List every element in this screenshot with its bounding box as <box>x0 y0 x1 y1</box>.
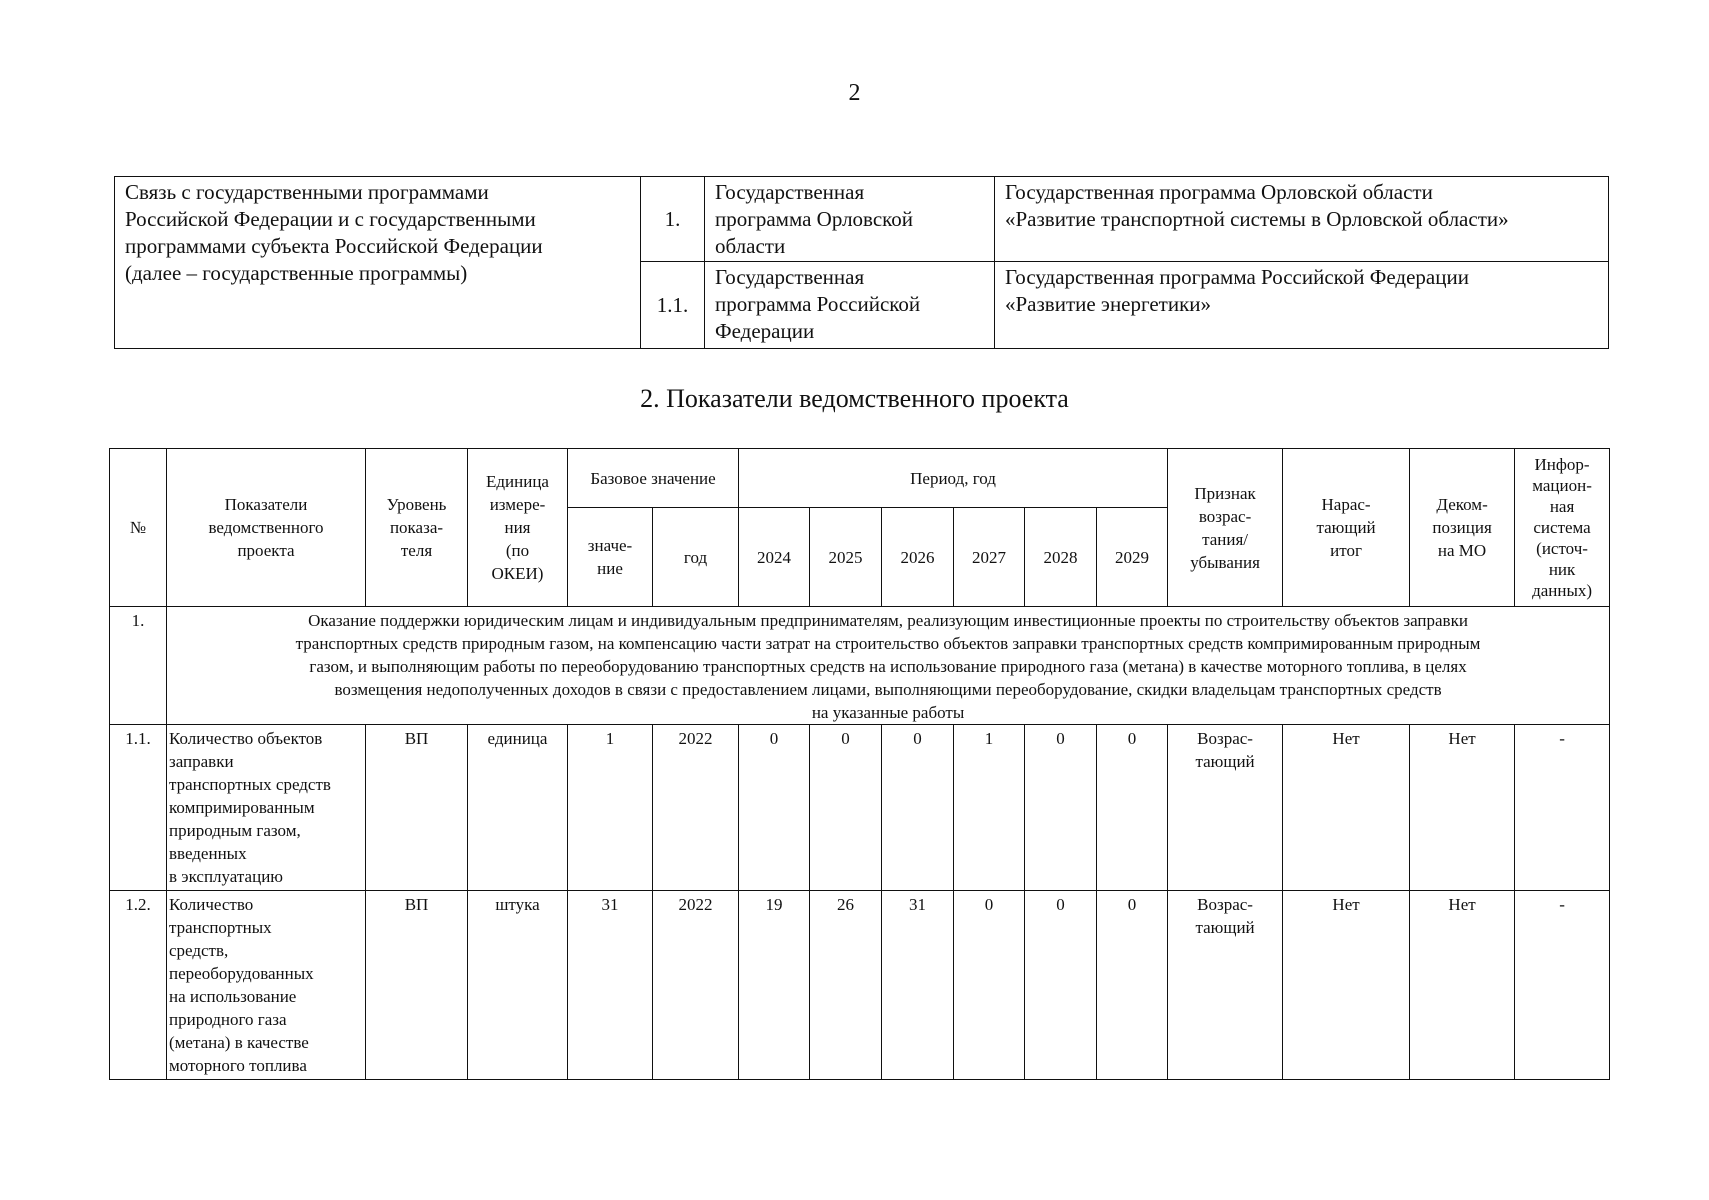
header-trend: Признак возрас- тания/ убывания <box>1168 449 1283 607</box>
row-number: 1.1. <box>110 725 167 891</box>
base-value: 31 <box>568 891 653 1080</box>
table-row <box>110 725 1610 891</box>
year-value: 0 <box>1097 725 1168 891</box>
header-year: 2028 <box>1025 508 1097 607</box>
year-value: 19 <box>739 891 810 1080</box>
program-type: Государственная программа Орловской области <box>705 177 995 262</box>
header-row <box>110 449 1610 508</box>
program-name: Государственная программа Российской Федерации «Развитие энергетики» <box>995 262 1609 349</box>
indicator-unit: штука <box>468 891 568 1080</box>
header-num: № <box>110 449 167 607</box>
header-year: 2024 <box>739 508 810 607</box>
row-number: 1.2. <box>110 891 167 1080</box>
table-row <box>110 891 1610 1080</box>
header-year: 2027 <box>954 508 1025 607</box>
group-row <box>110 607 1610 725</box>
decomposition: Нет <box>1410 891 1515 1080</box>
trend: Возрас- тающий <box>1168 725 1283 891</box>
trend: Возрас- тающий <box>1168 891 1283 1080</box>
program-number: 1. <box>641 177 705 262</box>
header-base-year: год <box>653 508 739 607</box>
year-value: 26 <box>810 891 882 1080</box>
header-base-value: значе- ние <box>568 508 653 607</box>
program-row <box>115 177 1609 262</box>
header-year: 2025 <box>810 508 882 607</box>
indicator-level: ВП <box>366 891 468 1080</box>
base-year: 2022 <box>653 891 739 1080</box>
base-year: 2022 <box>653 725 739 891</box>
decomposition: Нет <box>1410 725 1515 891</box>
base-value: 1 <box>568 725 653 891</box>
header-level: Уровень показа- теля <box>366 449 468 607</box>
group-description: Оказание поддержки юридическим лицам и индивидуальным предпринимателям, реализующим инвестиционные проекты по строительству объектов заправки транспортных средств природным газом, на компенсацию части затрат на строительство объектов заправки транспортных средств компримированным природным газом, и выполняющим работы по переоборудованию транспортных средств на использование природного газа (метана) в качестве моторного топлива, в целях возмещения недополученных доходов в связи с предоставлением лицами, выполняющими переоборудование, скидки владельцам транспортных средств на указанные работы <box>167 607 1610 725</box>
page-number: 2 <box>848 80 861 106</box>
cumulative: Нет <box>1283 725 1410 891</box>
program-number: 1.1. <box>641 262 705 349</box>
year-value: 1 <box>954 725 1025 891</box>
state-programs-table <box>114 176 1609 349</box>
year-value: 0 <box>810 725 882 891</box>
year-value: 0 <box>739 725 810 891</box>
programs-label: Связь с государственными программами Российской Федерации и с государственными программами субъекта Российской Федерации (далее – государственные программы) <box>115 177 641 349</box>
data-source: - <box>1515 725 1610 891</box>
indicator-name: Количество объектов заправки транспортных средств компримированным природным газом, введенных в эксплуатацию <box>167 725 366 891</box>
year-value: 0 <box>1025 891 1097 1080</box>
header-year: 2029 <box>1097 508 1168 607</box>
group-number: 1. <box>110 607 167 725</box>
header-year: 2026 <box>882 508 954 607</box>
section-title: 2. Показатели ведомственного проекта <box>640 384 1069 413</box>
cumulative: Нет <box>1283 891 1410 1080</box>
year-value: 31 <box>882 891 954 1080</box>
header-cumulative: Нарас- тающий итог <box>1283 449 1410 607</box>
indicator-name: Количество транспортных средств, переоборудованных на использование природного газа (метана) в качестве моторного топлива <box>167 891 366 1080</box>
header-decomposition: Деком- позиция на МО <box>1410 449 1515 607</box>
program-type: Государственная программа Российской Федерации <box>705 262 995 349</box>
header-period: Период, год <box>739 449 1168 508</box>
year-value: 0 <box>882 725 954 891</box>
year-value: 0 <box>954 891 1025 1080</box>
program-name: Государственная программа Орловской области «Развитие транспортной системы в Орловской области» <box>995 177 1609 262</box>
header-indicator: Показатели ведомственного проекта <box>167 449 366 607</box>
header-unit: Единица измере- ния (по ОКЕИ) <box>468 449 568 607</box>
indicators-table <box>109 448 1610 1080</box>
data-source: - <box>1515 891 1610 1080</box>
indicator-unit: единица <box>468 725 568 891</box>
header-source: Инфор- мацион- ная система (источ- ник данных) <box>1515 449 1610 607</box>
year-value: 0 <box>1097 891 1168 1080</box>
year-value: 0 <box>1025 725 1097 891</box>
header-base: Базовое значение <box>568 449 739 508</box>
indicator-level: ВП <box>366 725 468 891</box>
